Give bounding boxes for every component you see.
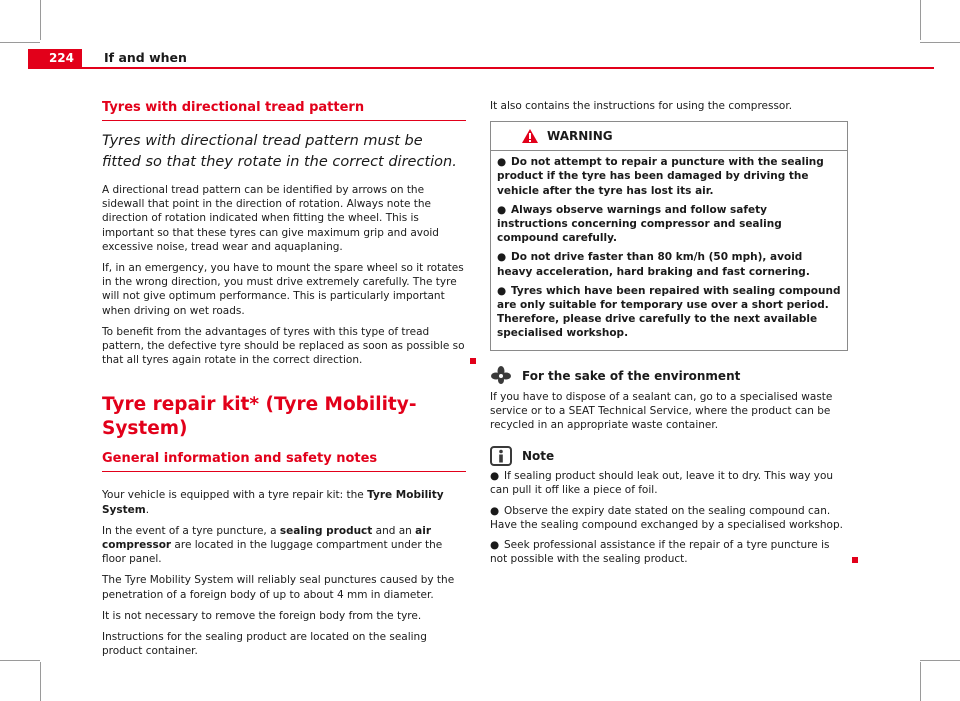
paragraph: It also contains the instructions for using the compressor. [490,100,793,112]
paragraph: If, in an emergency, you have to mount the spare wheel so it rotates in the wrong direction, you must drive extremely carefully. The tyre will not give optimum performance. This is particularly important when driving on wet roads. [102,262,464,317]
crop-mark [0,42,40,43]
crop-mark [920,662,921,701]
paragraph-text: To benefit from the advantages of tyres with this type of tread pattern, the defective tyre should be replaced as soon as possible so that all tyres again rotate in the correct direction. [102,325,465,367]
left-column [102,99,466,665]
paragraph: In the event of a tyre puncture, a sealing product and an air compressor are located in the luggage compartment under the floor panel. [102,524,443,566]
crop-mark [40,0,41,40]
paragraph [102,325,466,368]
paragraph: A directional tread pattern can be identified by arrows on the sidewall that point in the direction of rotation. Always note the direction of rotation indicated when fitting the wheel. This is important so that these tyres can give maximum grip and avoid excessive noise, tread wear and aquaplaning. [102,184,439,253]
environment-header [490,365,848,387]
header-rule [28,67,934,69]
warning-item: ● Do not attempt to repair a puncture with the sealing product if the tyre has been damaged by driving the vehicle after the tyre has lost its air. [497,156,824,197]
chapter-title: Tyre repair kit* (Tyre Mobility-System) [102,394,417,440]
warning-box [490,121,848,350]
bullet: ● [497,156,507,169]
note-item: ● Observe the expiry date stated on the sealing compound can. Have the sealing compound exchanged by a specialised workshop. [490,504,843,531]
term-tyre-mobility-system: Tyre Mobility System [102,489,444,516]
section-lead: Tyres with directional tread pattern must be fitted so that they rotate in the correct direction. [102,133,457,170]
bullet: ● [497,203,507,216]
warning-header [491,122,847,151]
note-item: ● Seek professional assistance if the repair of a tyre puncture is not possible with the sealing product. [490,538,848,566]
warning-item: ● Do not drive faster than 80 km/h (50 mph), avoid heavy acceleration, hard braking and fast cornering. [497,251,810,278]
bullet: ● [497,284,507,297]
paragraph: Your vehicle is equipped with a tyre repair kit: the Tyre Mobility System. [102,489,444,516]
bullet: ● [490,539,500,552]
bullet: ● [490,504,500,517]
environment-title: For the sake of the environment [522,368,741,383]
section-heading-general-info: General information and safety notes [102,450,466,472]
warning-triangle-icon [521,128,539,144]
crop-mark [40,662,41,701]
warning-item: ● Tyres which have been repaired with sealing compound are only suitable for temporary use over a short period. Therefore, please drive carefully to the next available specialised workshop. [497,284,841,340]
note-title: Note [522,449,555,464]
leaf-icon [490,365,512,387]
crop-mark [920,660,960,661]
section-heading-directional-tread: Tyres with directional tread pattern [102,99,466,121]
section-end-marker [470,358,476,364]
warning-item: ● Always observe warnings and follow safety instructions concerning compressor and sealing compound carefully. [497,203,782,245]
bullet: ● [490,470,500,483]
right-column [490,99,848,572]
crop-mark [920,42,960,43]
warning-title: WARNING [547,129,613,144]
info-icon [490,446,512,466]
warning-body [491,151,847,349]
page-number: 224 [28,49,82,68]
bullet: ● [497,251,507,264]
paragraph: It is not necessary to remove the foreign body from the tyre. [102,609,422,622]
environment-text: If you have to dispose of a sealant can, go to a specialised waste service or to a SEAT Technical Service, where the product can be recycled in an appropriate waste container. [490,390,833,432]
note-header [490,446,848,466]
term-air-compressor: air compressor [102,524,432,552]
section-end-marker [852,557,858,563]
running-header-title: If and when [104,50,187,65]
term-sealing-product: sealing product [279,524,373,537]
crop-mark [0,660,40,661]
paragraph: Instructions for the sealing product are located on the sealing product container. [102,631,427,658]
crop-mark [920,0,921,40]
paragraph: The Tyre Mobility System will reliably seal punctures caused by the penetration of a foreign body of up to about 4 mm in diameter. [102,574,455,601]
note-item: ● If sealing product should leak out, leave it to dry. This way you can pull it off like a piece of foil. [490,470,834,497]
